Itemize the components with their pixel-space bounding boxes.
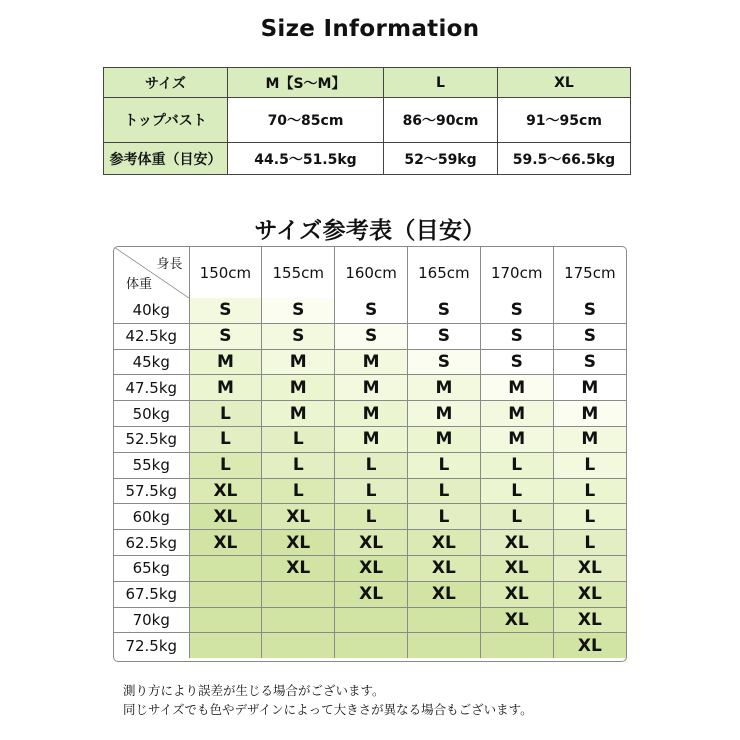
size-cell: XL	[335, 581, 408, 607]
size-cell	[335, 633, 408, 658]
size-cell: M	[262, 375, 335, 401]
size-info-row-label: 参考体重（目安）	[104, 143, 228, 175]
size-info-row-weight	[104, 143, 631, 175]
size-cell: M	[262, 401, 335, 427]
size-cell: S	[480, 349, 553, 375]
size-cell: XL	[407, 581, 480, 607]
height-header-cell: 155cm	[262, 247, 335, 298]
size-cell	[262, 581, 335, 607]
size-cell: S	[553, 349, 626, 375]
size-info-cell: 44.5〜51.5kg	[228, 143, 384, 175]
size-info-header-cell: サイズ	[104, 68, 228, 98]
size-cell	[407, 607, 480, 633]
size-cell: XL	[407, 530, 480, 556]
size-cell: M	[553, 426, 626, 452]
size-info-cell: 52〜59kg	[384, 143, 498, 175]
size-info-table	[103, 67, 631, 175]
height-header-cell: 175cm	[564, 263, 616, 282]
size-cell: XL	[262, 504, 335, 530]
height-header-cell: 165cm	[407, 247, 480, 298]
chart-title: サイズ参考表（目安）	[254, 218, 486, 244]
weight-row	[114, 452, 626, 478]
size-cell: XL	[553, 607, 626, 633]
size-cell: XL	[335, 555, 408, 581]
size-cell: M	[407, 401, 480, 427]
weight-row	[114, 349, 626, 375]
size-cell: L	[262, 478, 335, 504]
size-cell: M	[189, 375, 262, 401]
size-cell: S	[189, 298, 262, 323]
size-cell	[262, 633, 335, 658]
weight-row	[114, 401, 626, 427]
height-header-row	[114, 247, 626, 298]
size-info-row-bust	[104, 98, 631, 143]
note-measurement: 測り方により誤差が生じる場合がございます。	[123, 683, 385, 698]
size-cell	[189, 633, 262, 658]
size-cell: M	[480, 426, 553, 452]
size-cell: L	[189, 452, 262, 478]
height-header-cell: 160cm	[335, 247, 408, 298]
weight-row	[114, 607, 626, 633]
size-cell: L	[335, 452, 408, 478]
size-info-header-cell: XL	[498, 68, 631, 98]
size-chart-table	[114, 247, 626, 658]
size-cell: XL	[553, 633, 626, 658]
height-header-cell: 150cm	[189, 247, 262, 298]
weight-label-cell: 45kg	[114, 349, 189, 375]
size-cell	[480, 633, 553, 658]
weight-label-cell: 62.5kg	[114, 530, 189, 556]
size-cell: XL	[407, 555, 480, 581]
size-cell: XL	[480, 555, 553, 581]
size-cell: M	[335, 349, 408, 375]
size-cell: L	[335, 478, 408, 504]
size-cell: L	[480, 452, 553, 478]
size-chart	[113, 246, 627, 662]
weight-row	[114, 633, 626, 658]
size-cell	[335, 607, 408, 633]
weight-label-cell: 60kg	[114, 504, 189, 530]
size-cell: XL	[189, 478, 262, 504]
weight-row	[114, 426, 626, 452]
size-cell	[407, 633, 480, 658]
size-cell	[189, 581, 262, 607]
size-cell: L	[480, 478, 553, 504]
weight-row	[114, 555, 626, 581]
size-cell: L	[480, 504, 553, 530]
size-cell: M	[553, 375, 626, 401]
weight-label-cell: 55kg	[114, 452, 189, 478]
size-cell: M	[189, 349, 262, 375]
weight-label-cell: 65kg	[114, 555, 189, 581]
weight-label-cell: 72.5kg	[114, 633, 189, 658]
size-cell: L	[553, 504, 626, 530]
size-info-header-row	[104, 68, 631, 98]
size-cell: L	[262, 452, 335, 478]
size-cell: XL	[553, 555, 626, 581]
size-cell: L	[407, 452, 480, 478]
page-title: Size Information	[260, 16, 480, 42]
size-cell	[262, 607, 335, 633]
weight-label-cell: 70kg	[114, 607, 189, 633]
size-cell: L	[553, 530, 626, 556]
note-design: 同じサイズでも色やデザインによって大きさが異なる場合もございます。	[123, 702, 533, 717]
size-cell: S	[553, 323, 626, 349]
size-cell: M	[407, 426, 480, 452]
size-cell	[189, 555, 262, 581]
size-cell: L	[553, 452, 626, 478]
size-cell: M	[407, 375, 480, 401]
weight-row	[114, 323, 626, 349]
size-cell: XL	[189, 530, 262, 556]
size-cell: M	[335, 375, 408, 401]
size-cell: L	[407, 478, 480, 504]
size-info-cell: 86〜90cm	[384, 98, 498, 143]
size-info-cell: 59.5〜66.5kg	[498, 143, 631, 175]
size-cell: XL	[480, 530, 553, 556]
size-cell: XL	[480, 607, 553, 633]
size-cell: S	[262, 323, 335, 349]
weight-label-cell: 50kg	[114, 401, 189, 427]
size-info-header-cell: L	[384, 68, 498, 98]
weight-row	[114, 375, 626, 401]
size-cell: L	[553, 478, 626, 504]
size-cell: XL	[553, 581, 626, 607]
weight-axis-label: 体重	[126, 277, 153, 292]
chart-corner-cell	[114, 247, 189, 298]
size-cell: L	[407, 504, 480, 530]
weight-row	[114, 530, 626, 556]
size-cell: S	[553, 298, 626, 323]
size-cell: XL	[480, 581, 553, 607]
size-cell: XL	[262, 530, 335, 556]
size-cell: S	[407, 349, 480, 375]
size-cell: M	[262, 349, 335, 375]
size-cell: M	[553, 401, 626, 427]
size-cell: S	[480, 298, 553, 323]
size-info-cell: 70〜85cm	[228, 98, 384, 143]
weight-label-cell: 42.5kg	[114, 323, 189, 349]
size-cell: S	[407, 298, 480, 323]
size-cell: S	[262, 298, 335, 323]
size-cell: S	[480, 323, 553, 349]
size-info-row-label: トップバスト	[104, 98, 228, 143]
weight-label-cell: 47.5kg	[114, 375, 189, 401]
size-cell: XL	[335, 530, 408, 556]
weight-label-cell: 52.5kg	[114, 426, 189, 452]
size-cell: S	[335, 298, 408, 323]
size-cell: XL	[262, 555, 335, 581]
size-cell: XL	[189, 504, 262, 530]
weight-row	[114, 478, 626, 504]
weight-row	[114, 504, 626, 530]
size-cell: L	[335, 504, 408, 530]
size-info-cell: 91〜95cm	[498, 98, 631, 143]
size-cell: S	[407, 323, 480, 349]
size-cell: M	[480, 375, 553, 401]
height-header-cell: 170cm	[480, 247, 553, 298]
size-cell: L	[189, 401, 262, 427]
size-cell: M	[335, 426, 408, 452]
weight-label-cell: 57.5kg	[114, 478, 189, 504]
size-cell: L	[189, 426, 262, 452]
size-info-header-cell: M【S〜M】	[228, 68, 384, 98]
size-cell: M	[480, 401, 553, 427]
weight-label-cell: 67.5kg	[114, 581, 189, 607]
weight-row	[114, 581, 626, 607]
size-cell	[189, 607, 262, 633]
size-cell: M	[335, 401, 408, 427]
weight-row	[114, 298, 626, 323]
size-cell: L	[262, 426, 335, 452]
height-axis-label: 身長	[156, 257, 183, 272]
size-cell: S	[335, 323, 408, 349]
size-cell: S	[189, 323, 262, 349]
weight-label-cell: 40kg	[114, 298, 189, 323]
